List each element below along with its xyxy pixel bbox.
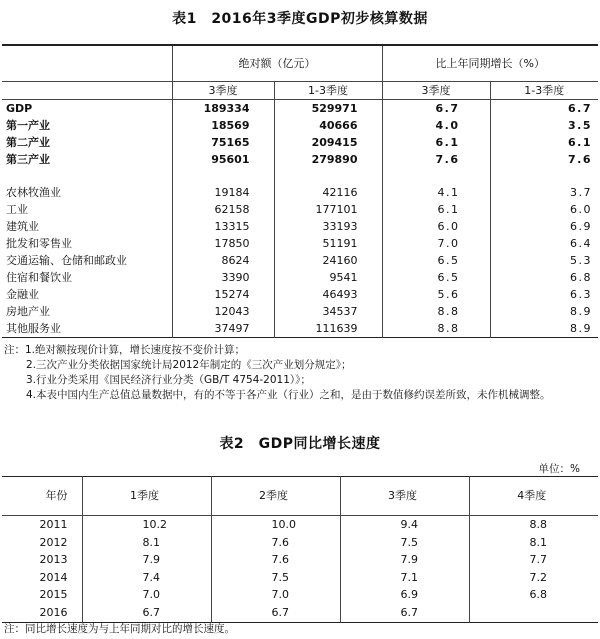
- table-row: [2, 201, 598, 218]
- table2-note: 注：同比增长速度为与上年同期对比的增长速度。: [4, 623, 235, 635]
- table2-unit: 单位：%: [538, 463, 580, 475]
- growth-value-cell: 6.7: [340, 604, 469, 622]
- value-cell: 9541: [274, 269, 382, 286]
- growth-value-cell: 7.5: [340, 534, 469, 552]
- table-row: [2, 604, 598, 622]
- table2-header-q2: 2季度: [211, 477, 340, 516]
- table1-sub-header: 3季度: [172, 82, 274, 100]
- year-cell: 2013: [39, 553, 68, 567]
- table-row: [2, 151, 598, 168]
- growth-value-cell: 7.7: [469, 551, 598, 569]
- value-cell: 4.1: [382, 184, 490, 201]
- value-cell: 209415: [274, 134, 382, 151]
- growth-value-cell: [469, 604, 598, 622]
- row-label: 第一产业: [6, 119, 50, 132]
- growth-value-cell: 10.2: [82, 516, 211, 534]
- value-cell: 5.3: [490, 252, 598, 269]
- growth-value-cell: 7.9: [340, 551, 469, 569]
- row-label: 金融业: [6, 288, 39, 301]
- value-cell: 6.0: [490, 201, 598, 218]
- table2-title: 表2 GDP同比增长速度: [219, 436, 381, 452]
- value-cell: 51191: [274, 235, 382, 252]
- year-cell: 2016: [39, 605, 68, 619]
- value-cell: 529971: [274, 100, 382, 118]
- value-cell: 6.9: [490, 218, 598, 235]
- row-label: GDP: [6, 102, 33, 115]
- table1-corner-cell: [2, 82, 172, 100]
- growth-value-cell: 7.0: [82, 586, 211, 604]
- gdp-accounting-table: [2, 44, 598, 338]
- gdp-growth-table: [2, 476, 598, 623]
- value-cell: 6.1: [382, 201, 490, 218]
- value-cell: 8.9: [490, 303, 598, 320]
- table-row: [2, 134, 598, 151]
- value-cell: 6.5: [382, 252, 490, 269]
- table1-note: 注：1.绝对额按现价计算，增长速度按不变价计算；: [4, 344, 246, 356]
- table2-body: [2, 516, 598, 623]
- table1-title: 表1 2016年3季度GDP初步核算数据: [172, 11, 428, 27]
- table-row: [2, 516, 598, 534]
- row-label: 第二产业: [6, 136, 50, 149]
- table-row: [2, 100, 598, 118]
- row-label: 住宿和餐饮业: [6, 271, 72, 284]
- table1-notes: [4, 343, 551, 403]
- growth-value-cell: 7.2: [469, 569, 598, 587]
- value-cell: 6.1: [382, 134, 490, 151]
- table-row: [2, 252, 598, 269]
- value-cell: 8624: [172, 252, 274, 269]
- table-row: [2, 286, 598, 303]
- table-row: [2, 184, 598, 201]
- value-cell: 17850: [172, 235, 274, 252]
- growth-value-cell: 9.4: [340, 516, 469, 534]
- value-cell: 6.5: [382, 269, 490, 286]
- value-cell: 62158: [172, 201, 274, 218]
- table-row: [2, 320, 598, 338]
- table-row: [2, 534, 598, 552]
- value-cell: 12043: [172, 303, 274, 320]
- table-row: [2, 218, 598, 235]
- year-cell: 2011: [39, 518, 68, 531]
- value-cell: 15274: [172, 286, 274, 303]
- growth-value-cell: 7.9: [82, 551, 211, 569]
- year-cell: 2012: [39, 535, 68, 549]
- row-label: 交通运输、仓储和邮政业: [6, 254, 127, 267]
- value-cell: 279890: [274, 151, 382, 168]
- growth-value-cell: 7.6: [211, 534, 340, 552]
- table1-industry-totals: [2, 100, 598, 169]
- value-cell: 5.6: [382, 286, 490, 303]
- value-cell: 8.9: [490, 320, 598, 338]
- growth-value-cell: 6.8: [469, 586, 598, 604]
- value-cell: 24160: [274, 252, 382, 269]
- growth-value-cell: 7.4: [82, 569, 211, 587]
- growth-value-cell: 6.7: [82, 604, 211, 622]
- growth-value-cell: 7.6: [211, 551, 340, 569]
- value-cell: 95601: [172, 151, 274, 168]
- year-cell: 2014: [39, 570, 68, 584]
- table2-header-q4: 4季度: [469, 477, 598, 516]
- value-cell: 37497: [172, 320, 274, 338]
- value-cell: 3390: [172, 269, 274, 286]
- value-cell: 42116: [274, 184, 382, 201]
- row-label: 其他服务业: [6, 322, 61, 335]
- table2-header-year: 年份: [2, 477, 82, 516]
- table1-group-header-growth: 比上年同期增长（%）: [382, 45, 598, 82]
- growth-value-cell: 6.7: [211, 604, 340, 622]
- row-label: 工业: [6, 203, 28, 216]
- value-cell: 6.4: [490, 235, 598, 252]
- table1-group-header-row: [2, 45, 598, 82]
- table2-header-row: [2, 477, 598, 516]
- value-cell: 7.0: [382, 235, 490, 252]
- table1-note: 2.三次产业分类依据国家统计局2012年制定的《三次产业划分规定》；: [26, 359, 352, 371]
- row-label: 建筑业: [6, 220, 39, 233]
- value-cell: 19184: [172, 184, 274, 201]
- value-cell: 75165: [172, 134, 274, 151]
- value-cell: 3.5: [490, 117, 598, 134]
- table2-header-q3: 3季度: [340, 477, 469, 516]
- table1-group-header-absolute: 绝对额（亿元）: [172, 45, 382, 82]
- value-cell: 4.0: [382, 117, 490, 134]
- value-cell: 189334: [172, 100, 274, 118]
- value-cell: 6.0: [382, 218, 490, 235]
- table-row: [2, 569, 598, 587]
- value-cell: 8.8: [382, 320, 490, 338]
- table1-sub-header: 1-3季度: [490, 82, 598, 100]
- table1-sector-rows: [2, 184, 598, 338]
- row-label: 农林牧渔业: [6, 186, 61, 199]
- table1-note: 3.行业分类采用《国民经济行业分类（GB/T 4754-2011）》；: [26, 374, 311, 386]
- growth-value-cell: 10.0: [211, 516, 340, 534]
- growth-value-cell: 7.1: [340, 569, 469, 587]
- value-cell: 34537: [274, 303, 382, 320]
- table-row: [2, 551, 598, 569]
- row-label: 房地产业: [6, 305, 50, 318]
- table1-note: 4.本表中国内生产总值总量数据中，有的不等于各产业（行业）之和，是由于数值修约误差所致，未作机械调整。: [26, 389, 551, 401]
- table1-corner-cell: [2, 45, 172, 82]
- table1-sub-header-row: [2, 82, 598, 100]
- value-cell: 13315: [172, 218, 274, 235]
- value-cell: 3.7: [490, 184, 598, 201]
- year-cell: 2015: [39, 588, 68, 602]
- value-cell: 6.8: [490, 269, 598, 286]
- growth-value-cell: 6.9: [340, 586, 469, 604]
- row-label: 批发和零售业: [6, 237, 72, 250]
- row-label: 第三产业: [6, 153, 50, 166]
- table-row: [2, 269, 598, 286]
- growth-value-cell: 7.5: [211, 569, 340, 587]
- table-row: [2, 117, 598, 134]
- value-cell: 111639: [274, 320, 382, 338]
- value-cell: 7.6: [382, 151, 490, 168]
- table2-header-q1: 1季度: [82, 477, 211, 516]
- growth-value-cell: 8.8: [469, 516, 598, 534]
- table1-sub-header: 3季度: [382, 82, 490, 100]
- growth-value-cell: 7.0: [211, 586, 340, 604]
- value-cell: 6.1: [490, 134, 598, 151]
- table-row: [2, 303, 598, 320]
- value-cell: 7.6: [490, 151, 598, 168]
- table-row: [2, 586, 598, 604]
- table-row: [2, 235, 598, 252]
- growth-value-cell: 8.1: [82, 534, 211, 552]
- table1-sub-header: 1-3季度: [274, 82, 382, 100]
- value-cell: 40666: [274, 117, 382, 134]
- value-cell: 6.7: [490, 100, 598, 118]
- value-cell: 33193: [274, 218, 382, 235]
- value-cell: 6.3: [490, 286, 598, 303]
- value-cell: 18569: [172, 117, 274, 134]
- growth-value-cell: 8.1: [469, 534, 598, 552]
- table1-spacer-row: [2, 168, 598, 184]
- value-cell: 6.7: [382, 100, 490, 118]
- value-cell: 46493: [274, 286, 382, 303]
- value-cell: 8.8: [382, 303, 490, 320]
- value-cell: 177101: [274, 201, 382, 218]
